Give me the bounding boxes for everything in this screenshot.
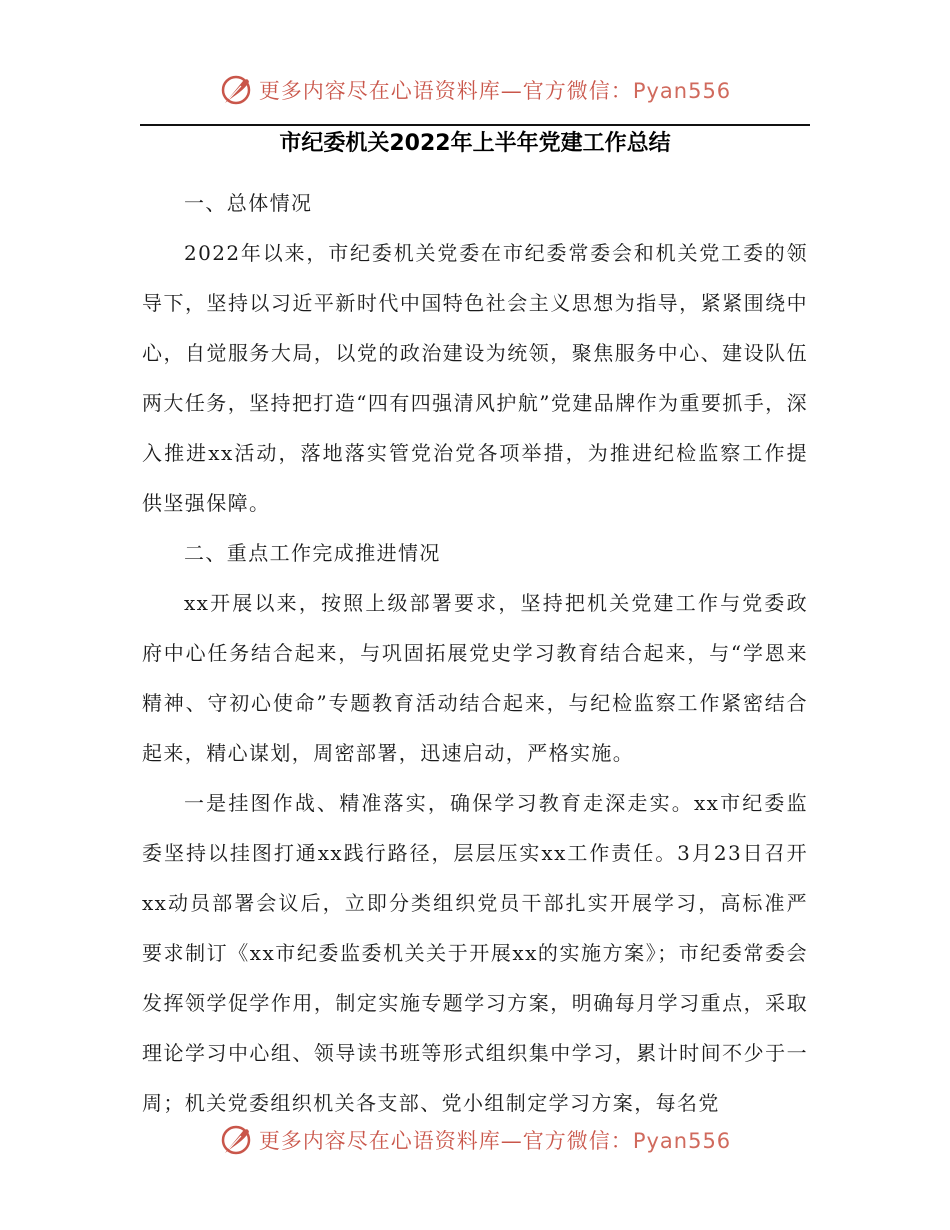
quill-pen-logo-icon [219, 73, 253, 107]
section-heading: 一、总体情况 [184, 191, 313, 215]
paragraph: 一是挂图作战、精准落实，确保学习教育走深走实。xx市纪委监委坚持以挂图打通xx践行路径，层层压实xx工作责任。3月23日召开xx动员部署会议后，立即分类组织党员干部扎实开展学习，高标准严要求制订《xx市纪委监委机关关于开展xx的实施方案》；市纪委常委会发挥领学促学作用，制定实施专题学习方案，明确每月学习重点，采取理论学习中心组、领导读书班等形式组织集中学习，累计时间不少于一周；机关党委组织机关各支部、党小组制定学习方案，每名党 [142, 791, 808, 1115]
wechat-id: Pyan556 [632, 1129, 732, 1153]
footer-banner [0, 1118, 950, 1162]
document-body [142, 178, 808, 1128]
document-title: 市纪委机关2022年上半年党建工作总结 [279, 131, 671, 156]
wechat-id: Pyan556 [632, 79, 732, 103]
quill-pen-logo-icon [219, 1123, 253, 1157]
banner-text: 更多内容尽在心语资料库—官方微信：Pyan556 [258, 79, 732, 103]
paragraph: xx开展以来，按照上级部署要求，坚持把机关党建工作与党委政府中心任务结合起来，与巩固拓展党史学习教育结合起来，与“学恩来精神、守初心使命”专题教育活动结合起来，与纪检监察工作紧密结合起来，精心谋划，周密部署，迅速启动，严格实施。 [142, 591, 808, 765]
header-banner [0, 68, 950, 112]
section-heading: 二、重点工作完成推进情况 [184, 541, 441, 565]
paragraph: 2022年以来，市纪委机关党委在市纪委常委会和机关党工委的领导下，坚持以习近平新时代中国特色社会主义思想为指导，紧紧围绕中心，自觉服务大局，以党的政治建设为统领，聚焦服务中心、建设队伍两大任务，坚持把打造“四有四强清风护航”党建品牌作为重要抓手，深入推进xx活动，落地落实管党治党各项举措，为推进纪检监察工作提供坚强保障。 [142, 241, 808, 515]
banner-text: 更多内容尽在心语资料库—官方微信：Pyan556 [258, 1129, 732, 1153]
